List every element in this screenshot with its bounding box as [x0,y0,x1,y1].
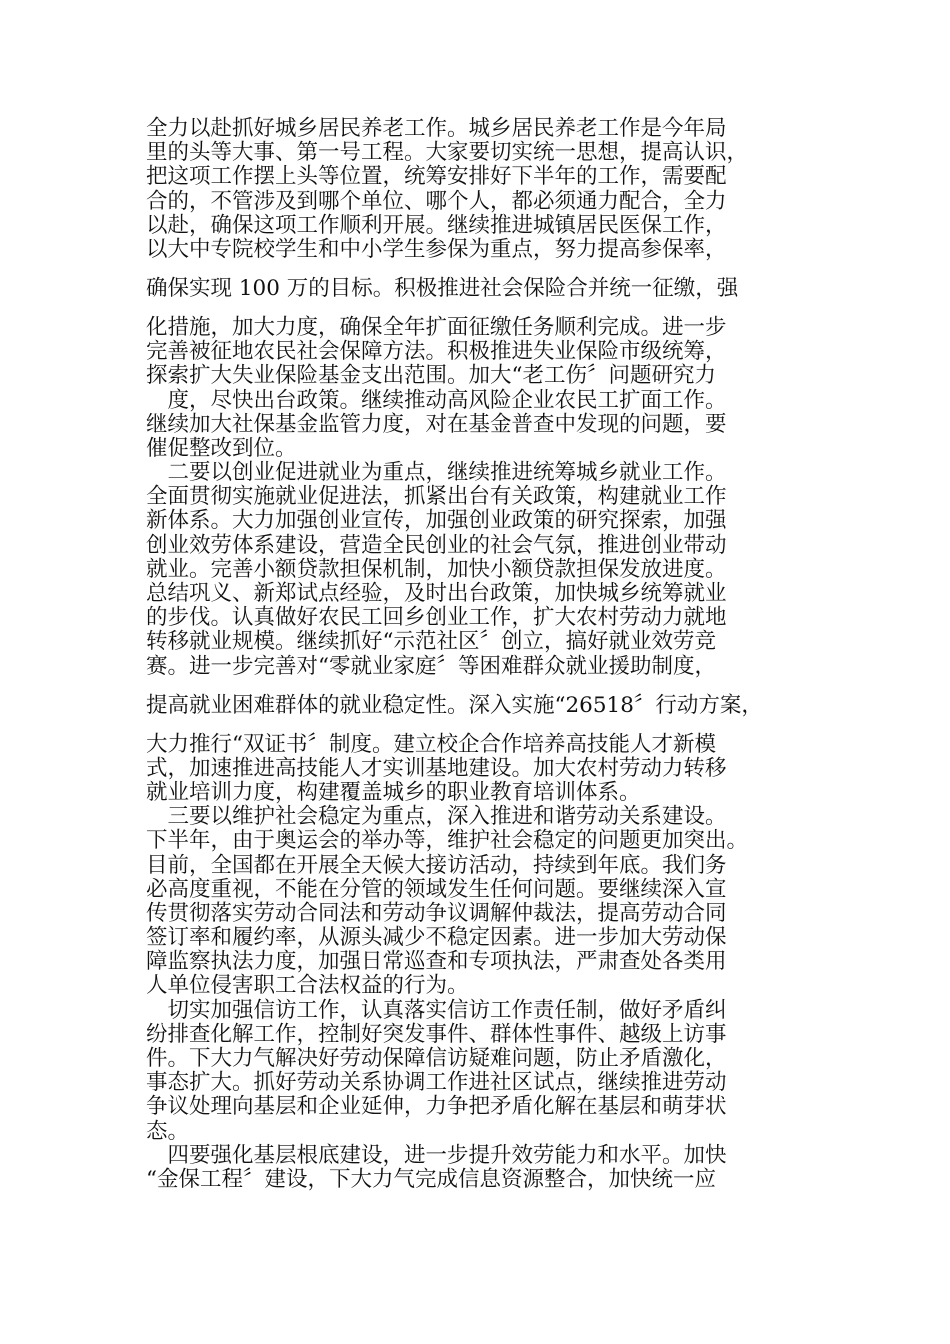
text-line: 合的，不管涉及到哪个单位、哪个人，都必须通力配合，全力 [146,188,727,214]
text-line: 就业。完善小额贷款担保机制，加快小额贷款担保发放进度。 [146,556,727,582]
text-line: 下半年，由于奥运会的举办等，维护社会稳定的问题更加突出。 [146,828,749,854]
text-line: 里的头等大事、第一号工程。大家要切实统一思想，提高认识， [146,140,749,166]
text-line: 确保实现 100 万的目标。积极推进社会保险合并统一征缴，强 [146,275,739,301]
text-line: 总结巩义、新郑试点经验，及时出台政策，加快城乡统筹就业 [146,581,727,606]
text-line: 化措施，加大力度，确保全年扩面征缴任务顺利完成。进一步 [146,314,727,340]
text-line: 目前，全国都在开展全天候大接访活动，持续到年底。我们务 [146,852,727,878]
text-line: 把这项工作摆上头等位置，统筹安排好下半年的工作，需要配 [146,164,727,190]
paragraph-start-line: 二要以创业促进就业为重点，继续推进统筹城乡就业工作。 [146,460,727,486]
text-line: 创业效劳体系建设，营造全民创业的社会气氛，推进创业带动 [146,532,727,558]
text-line: 件。下大力气解决好劳动保障信访疑难问题，防止矛盾激化， [146,1046,727,1071]
text-line: 的步伐。认真做好农民工回乡创业工作，扩大农村劳动力就地 [146,605,727,631]
paragraph-start-line: 切实加强信访工作，认真落实信访工作责任制，做好矛盾纠 [146,997,727,1023]
text-line: 继续加大社保基金监管力度，对在基金普查中发现的问题，要 [146,411,727,437]
text-line: 争议处理向基层和企业延伸，力争把矛盾化解在基层和萌芽状 [146,1094,727,1120]
text-line: 新体系。大力加强创业宣传，加强创业政策的研究探索，加强 [146,508,727,534]
text-line: 赛。进一步完善对“零就业家庭〞等困难群众就业援助制度， [146,653,716,679]
text-line: 大力推行“双证书〞制度。建立校企合作培养高技能人才新模 [146,731,716,757]
text-line: 人单位侵害职工合法权益的行为。 [146,973,469,999]
text-line: 探索扩大失业保险基金支出范围。加大“老工伤〞问题研究力 [146,363,716,389]
text-line: 度，尽快出台政策。继续推动高风险企业农民工扩面工作。 [146,387,727,413]
text-line: 传贯彻落实劳动合同法和劳动争议调解仲裁法，提高劳动合同 [146,900,727,926]
paragraph-start-line: 四要强化基层根底建设，进一步提升效劳能力和水平。加快 [146,1142,727,1168]
text-line: “金保工程〞建设，下大力气完成信息资源整合，加快统一应 [146,1166,716,1192]
text-line: 必高度重视，不能在分管的领域发生任何问题。要继续深入宣 [146,876,727,902]
text-line: 态。 [146,1118,190,1144]
text-line: 以大中专院校学生和中小学生参保为重点，努力提高参保率， [146,236,727,262]
text-line: 事态扩大。抓好劳动关系协调工作进社区试点，继续推进劳动 [146,1070,727,1096]
text-line: 纷排查化解工作，控制好突发事件、群体性事件、越级上访事 [146,1021,727,1047]
text-line: 以赴，确保这项工作顺利开展。继续推进城镇居民医保工作， [146,212,727,238]
document-body [146,117,836,1192]
text-line: 全面贯彻实施就业促进法，抓紧出台有关政策，构建就业工作 [146,484,727,510]
text-line: 签订率和履约率，从源头减少不稳定因素。进一步加大劳动保 [146,925,727,951]
text-line: 式，加速推进高技能人才实训基地建设。加大农村劳动力转移 [146,755,727,781]
text-line: 提高就业困难群体的就业稳定性。深入实施“26518〞行动方案， [146,692,763,718]
text-line: 转移就业规模。继续抓好“示范社区〞创立，搞好就业效劳竞 [146,629,716,655]
text-line: 全力以赴抓好城乡居民养老工作。城乡居民养老工作是今年局 [146,116,727,141]
text-line: 完善被征地农民社会保障方法。积极推进失业保险市级统筹， [146,339,727,365]
text-line: 障监察执法力度，加强日常巡查和专项执法，严肃查处各类用 [146,949,727,975]
text-line: 催促整改到位。 [146,435,297,461]
paragraph-start-line: 三要以维护社会稳定为重点，深入推进和谐劳动关系建设。 [146,804,727,830]
text-line: 就业培训力度，构建覆盖城乡的职业教育培训体系。 [146,779,641,805]
